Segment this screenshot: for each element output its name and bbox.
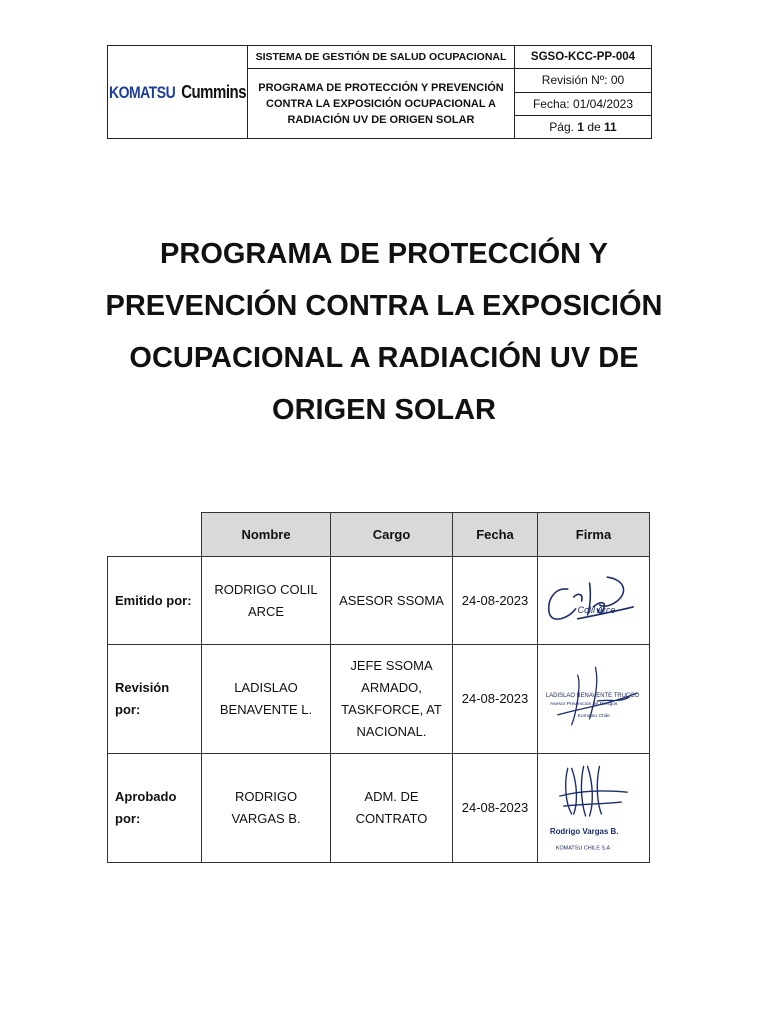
table-row	[108, 754, 650, 863]
row-name: RODRIGO VARGAS B.	[202, 754, 331, 863]
row-name: LADISLAO BENAVENTE L.	[202, 645, 331, 754]
empty-corner	[108, 513, 202, 557]
signature-benavente-sub1: Asesor Prevención de Riesgos	[549, 701, 618, 707]
row-label: Aprobado por:	[108, 754, 202, 863]
row-date: 24-08-2023	[453, 754, 538, 863]
signature-vargas-sub1: KOMATSU CHILE S.A	[555, 845, 611, 852]
komatsu-logo: KOMATSU	[108, 81, 176, 102]
system-name: SISTEMA DE GESTIÓN DE SALUD OCUPACIONAL	[248, 46, 515, 69]
row-name: RODRIGO COLIL ARCE	[202, 557, 331, 645]
row-position: JEFE SSOMA ARMADO, TASKFORCE, AT NACIONAL.	[331, 645, 453, 754]
col-header-position: Cargo	[331, 513, 453, 557]
page-prefix: Pág.	[549, 119, 574, 134]
signature-benavente-text: LADISLAO BENAVENTE TRUCCO	[545, 693, 640, 700]
signature-colil	[538, 557, 650, 645]
page-number	[515, 115, 652, 138]
table-row	[108, 557, 650, 645]
document-header	[107, 45, 652, 139]
row-date: 24-08-2023	[453, 557, 538, 645]
revision-number: Revisión Nº: 00	[515, 69, 652, 92]
signature-vargas	[538, 754, 650, 863]
program-title: PROGRAMA DE PROTECCIÓN Y PREVENCIÓN CONTRA LA EXPOSICIÓN OCUPACIONAL A RADIACIÓN UV DE ORIGEN SOLAR	[248, 69, 515, 139]
signature-vargas-image	[538, 754, 649, 862]
page-current: 1	[577, 119, 584, 134]
row-label: Emitido por:	[108, 557, 202, 645]
page-total: 11	[604, 119, 617, 134]
document-title: PROGRAMA DE PROTECCIÓN Y PREVENCIÓN CONTRA LA EXPOSICIÓN OCUPACIONAL A RADIACIÓN UV DE ORIGEN SOLAR	[105, 238, 663, 426]
company-logos	[108, 46, 248, 139]
document-date: Fecha: 01/04/2023	[515, 92, 652, 115]
row-position: ADM. DE CONTRATO	[331, 754, 453, 863]
page-of: de	[587, 119, 601, 134]
row-label: Revisión por:	[108, 645, 202, 754]
approval-table	[107, 512, 650, 863]
col-header-date: Fecha	[453, 513, 538, 557]
row-position: ASESOR SSOMA	[331, 557, 453, 645]
signature-colil-text: Colil Arce	[577, 604, 616, 615]
col-header-name: Nombre	[202, 513, 331, 557]
col-header-signature: Firma	[538, 513, 650, 557]
table-row	[108, 645, 650, 754]
document-code: SGSO-KCC-PP-004	[515, 46, 652, 69]
signature-benavente-sub2: Komatsu Chile	[577, 713, 610, 719]
signature-benavente	[538, 645, 650, 754]
signature-benavente-image	[538, 645, 649, 753]
signature-vargas-text: Rodrigo Vargas B.	[549, 826, 619, 836]
row-date: 24-08-2023	[453, 645, 538, 754]
cummins-logo: Cummins	[181, 81, 247, 103]
signature-colil-image	[538, 557, 649, 644]
